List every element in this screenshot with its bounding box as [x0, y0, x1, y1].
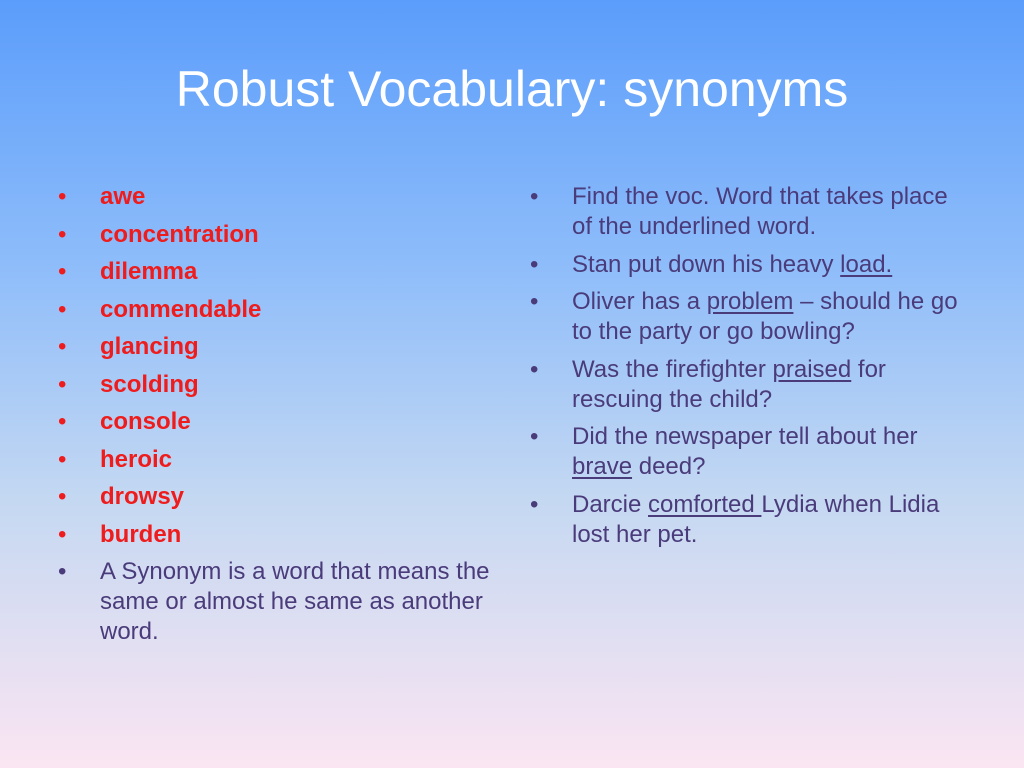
vocab-word: awe	[100, 183, 146, 210]
bullet-icon: •	[530, 250, 539, 278]
sentence-item	[530, 355, 970, 415]
vocab-item	[58, 332, 494, 362]
instruction-item	[530, 182, 970, 242]
bullet-icon: •	[530, 288, 539, 315]
vocab-item	[58, 520, 494, 550]
bullet-icon: •	[58, 295, 67, 323]
vocab-item	[58, 182, 494, 212]
vocab-word: glancing	[100, 333, 199, 360]
sentence-item	[530, 490, 970, 550]
sentence-before: Did the newspaper tell about her	[572, 423, 918, 450]
underlined-word: problem	[706, 288, 794, 315]
underlined-word: brave	[572, 453, 633, 480]
slide-title: Robust Vocabulary: synonyms	[175, 61, 849, 117]
bullet-icon: •	[530, 183, 539, 210]
vocab-word: drowsy	[100, 483, 185, 510]
bullet-icon: •	[58, 258, 67, 285]
bullet-icon: •	[58, 220, 67, 248]
vocab-item	[58, 257, 494, 287]
underlined-word: praised	[772, 355, 852, 383]
instruction-text: Find the voc. Word that takes place of the underlined word.	[572, 183, 948, 240]
bullet-icon: •	[58, 445, 67, 473]
bullet-icon: •	[530, 423, 539, 450]
sentence-after: – should he go to the party or go bowling?	[572, 288, 958, 345]
vocab-item	[58, 445, 494, 475]
vocab-word: commendable	[100, 295, 262, 323]
vocab-word: scolding	[100, 370, 199, 398]
bullet-icon: •	[530, 490, 539, 518]
underlined-word: comforted	[648, 490, 762, 518]
sentence-item	[530, 287, 970, 347]
vocab-word: concentration	[100, 220, 259, 248]
bullet-icon: •	[58, 370, 67, 398]
bullet-icon: •	[58, 558, 67, 585]
sentence-item	[530, 422, 970, 482]
sentence-before: Darcie	[572, 490, 649, 518]
vocab-item	[58, 407, 494, 437]
bullet-icon: •	[530, 355, 539, 383]
bullet-icon: •	[58, 183, 67, 210]
vocab-word: burden	[100, 520, 182, 548]
sentence-before: Was the firefighter	[572, 355, 773, 383]
sentence-after: deed?	[632, 453, 706, 480]
vocab-word: dilemma	[100, 258, 198, 285]
underlined-word: load.	[840, 250, 893, 278]
vocab-item	[58, 482, 494, 512]
bullet-icon: •	[58, 333, 67, 360]
definition-text: A Synonym is a word that means the same or almost he same as another word.	[100, 558, 490, 645]
sentence-list	[530, 182, 970, 557]
vocab-item	[58, 220, 494, 250]
vocab-word: heroic	[100, 445, 173, 473]
sentence-after: for rescuing the child?	[572, 355, 886, 413]
sentence-before: Stan put down his heavy	[572, 250, 841, 278]
bullet-icon: •	[58, 520, 67, 548]
bullet-icon: •	[58, 408, 67, 435]
sentence-after: Lydia when Lidia lost her pet.	[572, 490, 940, 548]
sentence-item	[530, 250, 970, 280]
synonym-definition	[58, 557, 494, 647]
sentence-before: Oliver has a	[572, 288, 707, 315]
vocab-item	[58, 295, 494, 325]
vocab-item	[58, 370, 494, 400]
vocabulary-list	[58, 182, 494, 655]
vocab-word: console	[100, 408, 191, 435]
bullet-icon: •	[58, 483, 67, 510]
